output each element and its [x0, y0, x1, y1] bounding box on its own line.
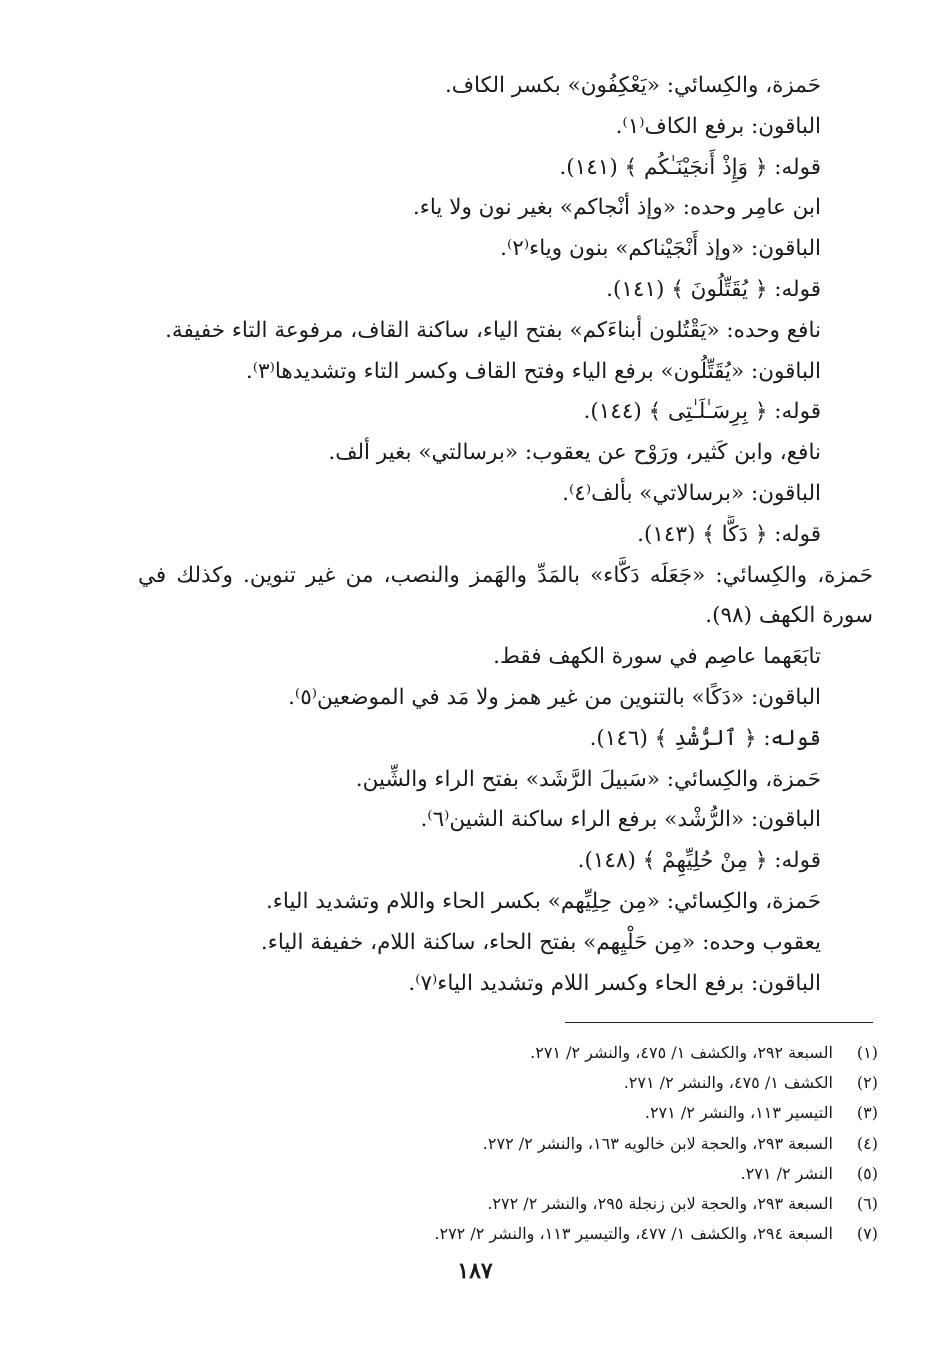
- text-line: نافع، وابن كَثير، ورَوْح عن يعقوب: «برسالتي» بغير ألف.: [328, 440, 821, 466]
- footnote: [300, 1068, 878, 1098]
- text-line: الباقون: برفع الحاء وكسر اللام وتشديد الياء⁽٧⁾.: [408, 970, 821, 996]
- footnote-number: (٤): [856, 1133, 878, 1153]
- footnote-text: السبعة ٢٩٢، والكشف ١/ ٤٧٥، والنشر ٢/ ٢٧١.: [530, 1043, 833, 1062]
- text-line: سورة الكهف (٩٨).: [705, 603, 873, 629]
- text-line: الباقون: «برسالاتي» بألف⁽٤⁾.: [562, 480, 821, 506]
- footnote-number: (٧): [856, 1224, 878, 1244]
- text-line: الباقون: «الرُّشْد» برفع الراء ساكنة الشين⁽٦⁾.: [420, 807, 821, 833]
- footnote: [300, 1129, 878, 1159]
- text-line: حَمزة، والكِسائي: «مِن حِلِيِّهم» بكسر الحاء واللام وتشديد الياء.: [265, 888, 821, 914]
- text-line: نافع وحده: «يَقْتُلون أبناءَكم» بفتح الياء، ساكنة القاف، مرفوعة التاء خفيفة.: [165, 317, 821, 343]
- footnote-text: النشر ٢/ ٢٧١.: [740, 1163, 833, 1183]
- text-line: قوله: ﴿ يُقَتِّلُونَ ﴾ (١٤١).: [606, 276, 821, 302]
- text-line: تابَعَهما عاصِم في سورة الكهف فقط.: [493, 644, 821, 670]
- footnote-separator: [565, 1022, 873, 1023]
- footnote-number: (٣): [856, 1103, 878, 1123]
- footnote-number: (٥): [856, 1163, 878, 1183]
- text-line: الباقون: «دَكًا» بالتنوين من غير همز ولا مَد في الموضعين⁽٥⁾.: [288, 684, 821, 710]
- text-line: يعقوب وحده: «مِن حَلْيِهم» بفتح الحاء، ساكنة اللام، خفيفة الياء.: [260, 929, 821, 955]
- text-line: الباقون: برفع الكاف⁽١⁾.: [615, 113, 821, 139]
- text-line: قوله: ﴿ مِنْ حُلِيِّهِمْ ﴾ (١٤٨).: [577, 848, 821, 874]
- text-line: حَمزة، والكِسائي: «يَعْكِفُون» بكسر الكاف.: [444, 73, 821, 98]
- footnote-number: (٢): [856, 1073, 878, 1093]
- footnote-text: السبعة ٢٩٣، والحجة لابن خالويه ١٦٣، والنشر ٢/ ٢٧٢.: [482, 1133, 833, 1153]
- text-line: قوله: ﴿ بِرِسَـٰلَـٰتِى ﴾ (١٤٤).: [583, 399, 821, 425]
- text-line: قوله: ﴿ وَإِذْ أَنجَيْنَـٰكُم ﴾ (١٤١).: [559, 154, 821, 180]
- footnote-number: (٦): [856, 1194, 878, 1214]
- footnote-text: الكشف ١/ ٤٧٥، والنشر ٢/ ٢٧١.: [623, 1073, 833, 1093]
- footnote-text: السبعة ٢٩٤، والكشف ١/ ٤٧٧، والتيسير ١١٣، والنشر ٢/ ٢٧٢.: [434, 1224, 833, 1244]
- text-line: حَمزة، والكِسائي: «سَبيلَ الرَّشَد» بفتح الراء والشِّين.: [355, 766, 821, 792]
- footnote-text: السبعة ٢٩٣، والحجة لابن زنجلة ٢٩٥، والنشر ٢/ ٢٧٢.: [487, 1194, 833, 1214]
- footnote: [300, 1189, 878, 1219]
- text-line: الباقون: «وإذ أَنْجَيْناكم» بنون وياء⁽٢⁾.: [500, 236, 821, 262]
- text-line: حَمزة، والكِسائي: «جَعَلَه دَكَّاء» بالمَدِّ والهَمز والنصب، من غير تنوين. وكذلك في: [138, 562, 873, 588]
- text-line: ابن عامِر وحده: «وإذ أنْجاكم» بغير نون ولا ياء.: [412, 195, 821, 221]
- footnote: [300, 1159, 878, 1189]
- page-number: ١٨٧: [457, 1258, 493, 1284]
- footnote-text: التيسير ١١٣، والنشر ٢/ ٢٧١.: [644, 1103, 833, 1123]
- text-line: قوله: ﴿ دَكًّا ﴾ (١٤٣).: [637, 521, 821, 547]
- footnote: [300, 1038, 878, 1068]
- footnote: [300, 1219, 878, 1249]
- main-text: [138, 66, 873, 1004]
- footnote-number: (١): [856, 1043, 878, 1062]
- footnote: [300, 1098, 878, 1128]
- text-line: الباقون: «يُقَتِّلُون» برفع الياء وفتح القاف وكسر التاء وتشديدها⁽٣⁾.: [245, 358, 821, 384]
- text-line: قوله: ﴿ ٱلرُّشْدِ ﴾ (١٤٦).: [589, 725, 821, 751]
- footnotes: [300, 1038, 878, 1249]
